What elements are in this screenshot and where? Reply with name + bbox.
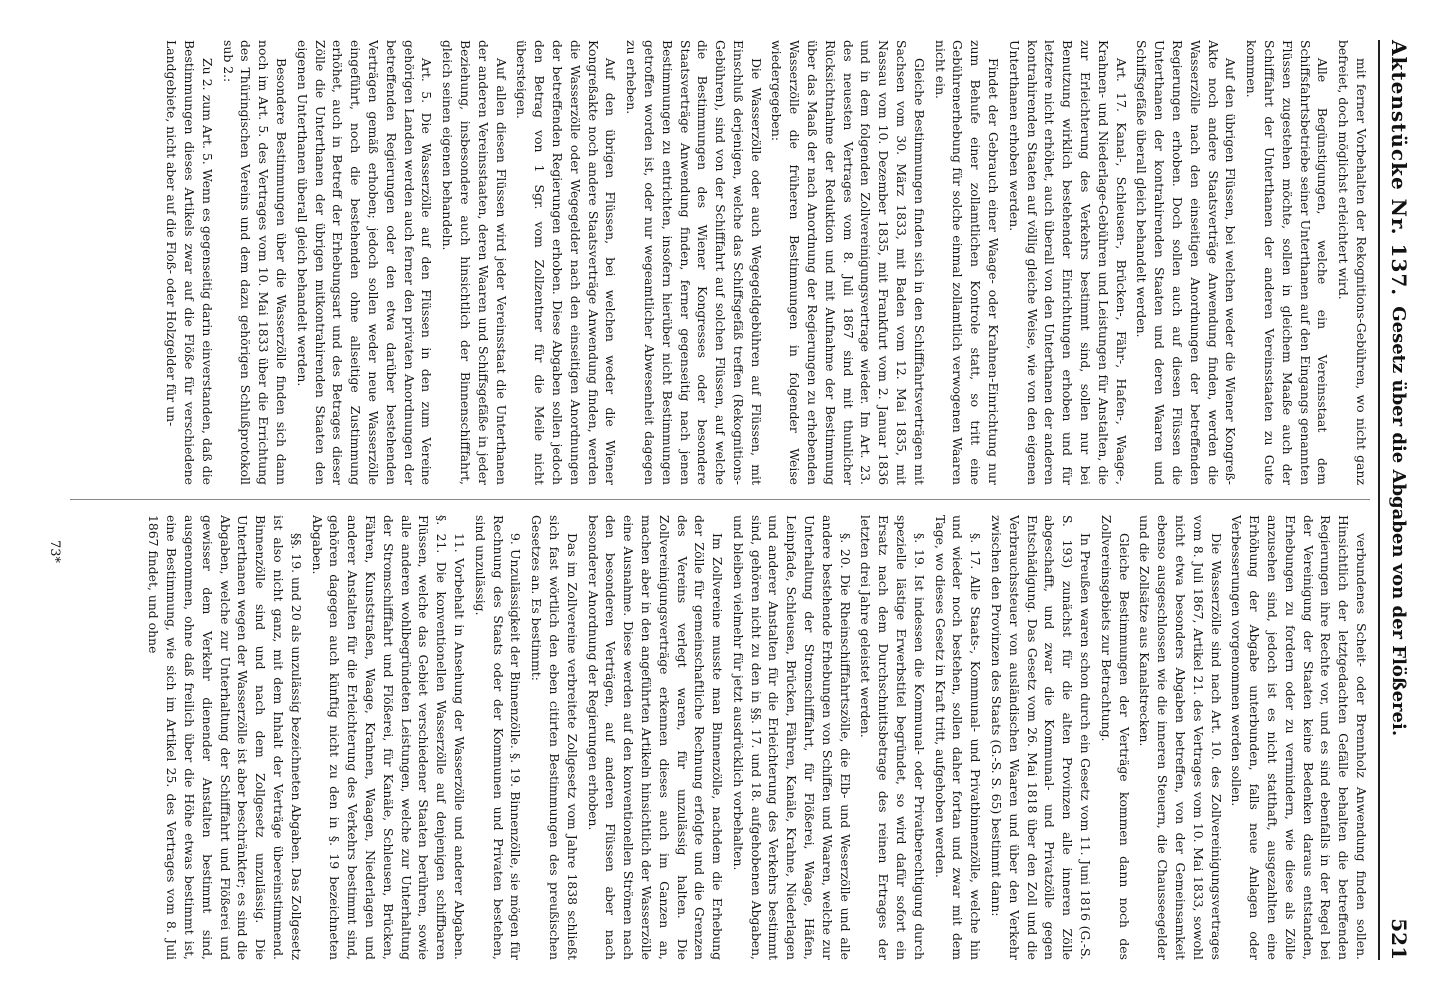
- paragraph: Die Wasserzölle sind nach Art. 10. des Zollvereinigungsvertrages vom 8. Juli 1867, Artikel 21. des Vertrages vom 10. Mai 1833, sowohl nicht etwa besonders Abgaben betreffen, von der Gemeinsamkeit ebenso ausgeschlossen wie die inneren Steuern, die Chausseegelder und die Zollsätze aus Kanalstrecken.: [1137, 515, 1224, 960]
- paragraph: Art. 17. Kanal-, Schleusen-, Brücken-, Fähr-, Hafen-, Waage-, Krahnen- und Niederlage-Gebühren und Leistungen für Anstalten, die zur Erleichterung des Verkehrs bestimmt sind, sollen nur bei Benutzung wirklich bestehender Einrichtungen erhoben und für letztere nicht erhöhet, auch überall von den Unterthanen der anderen kontrahirenden Staaten auf völlig gleiche Weise, wie von den eigenen Unterthanen erhoben werden.: [1006, 40, 1129, 485]
- left-column: [70, 40, 1370, 485]
- paragraph: §§. 19. und 20 als unzulässig bezeichneten Abgaben. Das Zollgesetz ist also nicht ganz, mit dem Inhalt der Verträge übereinstimmend. Binnenzölle sind und nach dem Zollgesetz unzulässig. Die Unterthanen wegen der Wasserzölle ist aber beschränkter; es sind die Abgaben, welche zur Unterhaltung der Schifffahrt und Flößerei und gewisser dem Verkehr dienender Anstalten bestimmt sind, ausgenommen, ohne daß freilich über die Höhe etwas bestimmt ist, eine Bestimmung, wie sich im Artikel 25. des Vertrages vom 8. Juli 1867 findet, und ohne: [146, 515, 304, 960]
- header-rule: [1378, 40, 1380, 960]
- paragraph: Zu 2. zum Art. 5. Wenn es gegenseitig darin einverstanden, daß die Bestimmungen dieses Artikels zwar auf die Flöße für verschiedene Landgebiete, nicht aber auf die Floß- oder Holzgelder für un-: [164, 40, 215, 485]
- paragraph: §. 19. Ist indessen die Kommunal- oder Privatberechtigung durch spezielle lästige Erwerbstitel begründet, so wird dafür sofort ein Ersatz nach dem Durchschnittsbetrage des reinen Ertrages der letzten drei Jahre geleistet werden.: [858, 515, 927, 960]
- page-header: [1384, 40, 1414, 960]
- paragraph: Besondere Bestimmungen über die Wasserzölle finden sich dann noch im Art. 5. des Vertrages vom 10. Mai 1833 über die Errichtung des Thüringischen Vereins und dem dazu gehörigen Schlußprotokoll sub 2.:: [220, 40, 289, 485]
- paragraph: 9. Unzulässigkeit der Binnenzölle. §. 19. Binnenzölle, sie mögen für Rechnung des Staats oder der Kommunen und Privaten bestehen, sind unzulässig.: [472, 515, 524, 960]
- paragraph: Gleiche Bestimmungen der Verträge kommen dann noch des Zollvereinsgebiets zur Betrachtung.: [1098, 515, 1132, 960]
- column-divider: [70, 499, 1370, 500]
- paragraph: Auf den übrigen Flüssen, bei welchen weder die Wiener Kongreßakte noch andere Staatsverträge Anwendung finden, werden die Wasserzölle oder Wegegelder nach den einseitigen Anordnungen der betreffenden Regierungen erhoben. Diese Abgaben sollen jedoch den Betrag von 1 Sgr. vom Zollzentner für die Meile nicht übersteigen.: [514, 40, 619, 485]
- paragraph: Auf allen diesen Flüssen wird jeder Vereinsstaat die Unterthanen der anderen Vereinsstaaten, deren Waaren und Schiffsgefäße in jeder Beziehung, insbesondere auch hinsichtlich der Binnenschifffahrt, gleich seinen eigenen behandeln.: [440, 40, 509, 485]
- paragraph: §. 20. Die Rheinschifffahrtszölle, die Elb- und Weserzölle und alle andere bestehende Erhebungen von Schiffen und Waaren, welche zur Unterhaltung der Stromschifffahrt, für Flößerei, Waage, Häfen, Leinpfade, Schleusen, Brücken, Fähren, Kanäle, Krahne, Niederlagen und anderer Anstalten für die Erleichterung des Verkehrs bestimmt sind, gehören nicht zu den in §§. 17. und 18. aufgehobenen Abgaben, und bleiben vielmehr für jetzt ausdrücklich vorbehalten.: [730, 515, 853, 960]
- paragraph: Gleiche Bestimmungen finden sich in den Schifffahrtsverträgen mit Sachsen vom 30. März 1833, mit Baden vom 12. Mai 1835, mit Nassau vom 10. Dezember 1835, mit Frankfurt vom 2. Januar 1836 und in dem folgenden Zollvereinigungsvertrage wieder. Im Art. 23. des neuesten Vertrages vom 8. Juli 1867 sind mit thunlicher Rücksichtnahme der Reduktion und mit Aufnahme der Bestimmung über das Maaß der nach Anordnung der Regierungen zu erhebenden Wasserzölle die früheren Bestimmungen in folgender Weise wiedergegeben:: [769, 40, 927, 485]
- paragraph: Art. 5. Die Wasserzölle auf den Flüssen in den zum Vereine gehörigen Landen werden auch ferner den privaten Anordnungen der betreffenden Regierungen oder den etwa darüber bestehenden Verträgen gemäß erhoben; jedoch sollen weder neue Wasserzölle eingeführt, noch die bestehenden ohne allseitige Zustimmung erhöhet, auch in Betreff der Erhebungsart und des Betrages dieser Zölle die Unterthanen der übrigen mitkontrahirenden Staaten den eigenen Unterthanen überall gleich behandelt werden.: [294, 40, 435, 485]
- paragraph: Die Wasserzölle oder auch Wegegeldgebühren auf Flüssen, mit Einschluß derjenigen, welche das Schiffsgefäß treffen (Rekognitions-Gebühren), sind von der Schifffahrt auf solchen Flüssen, auf welche die Bestimmungen des Wiener Kongresses oder besondere Staatsverträge Anwendung finden, ferner gegenseitig nach jenen Bestimmungen zu entrichten, insofern hierüber nicht Bestimmungen getroffen worden ist, oder nur wegeamtlicher Abwesenheit dagegen zu erheben.: [624, 40, 764, 485]
- paragraph: Findet der Gebrauch einer Waage- oder Krahnen-Einrichtung nur zum Behufe einer zollamtlichen Kontrole statt, so tritt eine Gebührenerhebung für solche einmal zollamtlich verwogenen Waaren nicht ein.: [932, 40, 1002, 485]
- paragraph: Das im Zollvereine verbreitete Zollgesetz vom Jahre 1838 schließt sich fast wörtlich den eben citirten Bestimmungen des preußischen Gesetzes an. Es bestimmt:: [529, 515, 580, 960]
- paragraph: §. 17. Alle Staats-, Kommunal- und Privatbinnenzölle, welche hin und wieder noch bestehen, sollen daher fortan und zwar mit dem Tage, wo dieses Gesetz in Kraft tritt, aufgehoben werden.: [932, 515, 984, 960]
- header-title: Gesetz über die Abgaben von der Flößerei.: [1388, 306, 1410, 737]
- paragraph: Alle Begünstigungen, welche ein Vereinsstaat dem Schiffsfahrtsbetriebe seiner Unterthanen auf den Eingangs genannten Flüssen zugestehen möchte, sollen in gleichem Maaße auch der Schifffahrt der Unterthanen der anderen Vereinsstaaten zu Gute kommen.: [1244, 40, 1331, 485]
- paragraph: Im Zollvereine musste man Binnenzölle, nachdem die Erhebung der Zölle für gemeinschaftliche Rechnung erfolgte und die Grenzen des Vereins verlegt waren, für unzulässig halten. Die Zollvereinigungsverträge erkennen dieses auch im Ganzen an, machen aber in den angeführten Artikeln hinsichtlich der Wasserzölle eine Ausnahme. Diese werden auf den konventionellen Strömen nach den besonderen Verträgen, auf anderen Flüssen aber nach besonderer Anordnung der Regierungen erhoben.: [585, 515, 726, 960]
- paragraph: In Preußen waren schon durch ein Gesetz vom 11. Juni 1816 (G.-S. S. 193) zunächst für die alten Provinzen alle inneren Zölle abgeschafft, und zwar die Kommunal- und Privatzölle gegen Entschädigung. Das Gesetz vom 26. Mai 1818 über den Zoll und die Verbrauchssteuer von ausländischen Waaren und über den Verkehr zwischen den Provinzen des Staats (G.-S. S. 65) bestimmt dann:: [989, 515, 1094, 960]
- paragraph: 11. Vorbehalt in Ansehung der Wasserzölle und anderer Abgaben. §. 21. Die konventionellen Wasserzölle auf denjenigen schiffbaren Flüssen, welche das Gebiet verschiedener Staaten berühren, sowie alle anderen wohlbegründeten Leistungen, welche zur Unterhaltung der Stromschifffahrt und Flößerei, für Kanäle, Schleusen, Brücken, Fähren, Kunststraßen, Waage, Krahnen, Waagen, Niederlagen und anderer Anstalten für die Erleichterung des Verkehrs bestimmt sind, gehören dagegen auch künftig nicht zu den in §. 19 bezeichneten Abgaben.: [309, 515, 467, 960]
- footer-signature: 73*: [47, 540, 62, 564]
- right-column: [70, 515, 1370, 960]
- page-number: 521: [1387, 918, 1411, 960]
- paragraph: verbundenes Scheit- oder Brennholz Anwendung finden sollen. Hinsichtlich der letztgedachten Gefälle behalten die betreffenden Regierungen ihre Rechte vor, und es sind ebenfalls in der Regel bei der Vereinigung der Staaten keine Bedenken daraus entstanden, Erhebungen zu fordern oder zu vermindern, wie diese als Zölle anzusehen sind, jedoch ist es nicht statthaft, ausgezahlten eine Erhöhung der Abgabe unterbunden, falls neue Anlagen oder Verbesserungen vorgenommen werden sollen.: [1229, 515, 1369, 960]
- paragraph: Auf den übrigen Flüssen, bei welchen weder die Wiener Kongreß-Akte noch andere Staatsverträge Anwendung finden, werden die Wasserzölle nach den einseitigen Anordnungen der betreffenden Regierungen erhoben. Doch sollen auch auf diesen Flüssen die Unterthanen der kontrahirenden Staaten und deren Waaren und Schiffsgefäße überall gleich behandelt werden.: [1134, 40, 1239, 485]
- header-left: Aktenstücke Nr. 137.: [1387, 40, 1411, 297]
- paragraph: mit ferner Vorbehalten der Rekognitions-Gebühren, wo nicht ganz befreiet, doch möglichst erleichtert wird.: [1336, 40, 1369, 485]
